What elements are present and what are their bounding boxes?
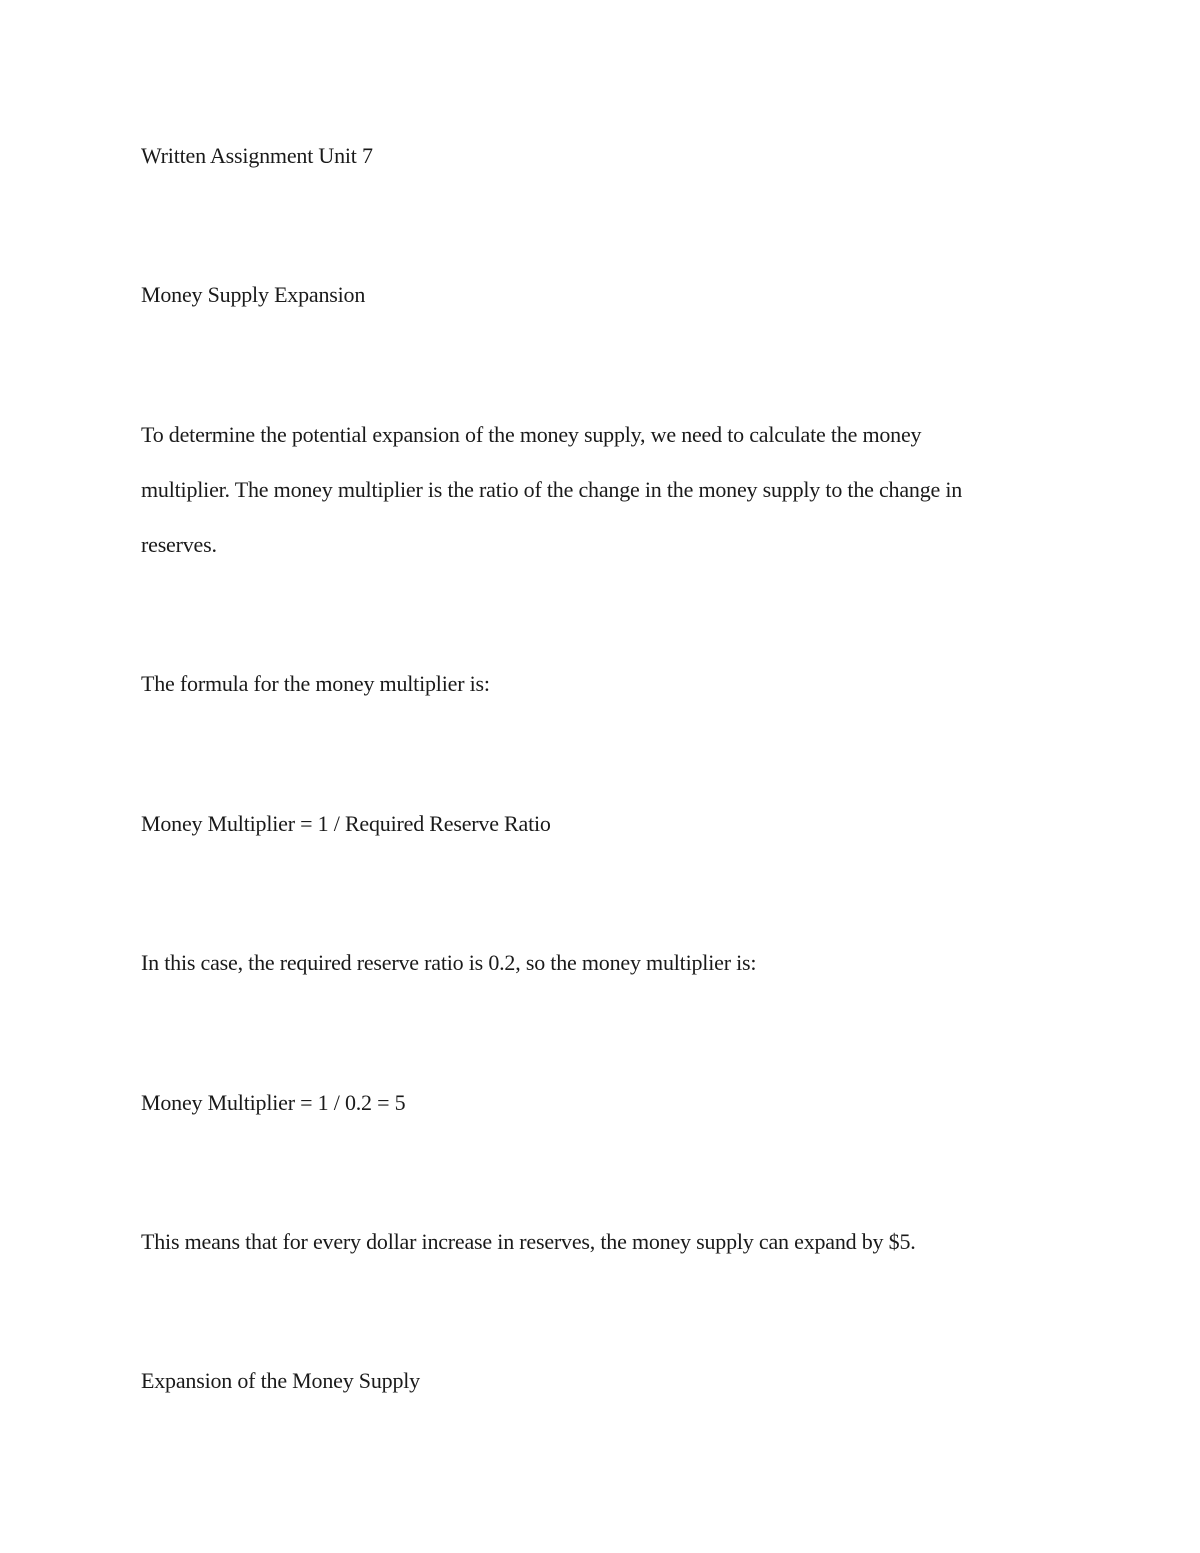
paragraph-line: multiplier. The money multiplier is the ratio of the change in the money supply to the change in (141, 477, 963, 502)
formula-general: Money Multiplier = 1 / Required Reserve Ratio (141, 811, 551, 836)
paragraph-meaning: This means that for every dollar increase in reserves, the money supply can expand by $5. (141, 1229, 916, 1254)
formula-computed: Money Multiplier = 1 / 0.2 = 5 (141, 1090, 406, 1115)
subheading: Expansion of the Money Supply (141, 1368, 420, 1393)
paragraph-line: reserves. (141, 532, 217, 557)
document-title: Written Assignment Unit 7 (141, 143, 373, 168)
paragraph-line: To determine the potential expansion of the money supply, we need to calculate the money (141, 422, 922, 447)
paragraph-case: In this case, the required reserve ratio is 0.2, so the money multiplier is: (141, 950, 757, 975)
paragraph-formula-intro: The formula for the money multiplier is: (141, 671, 490, 696)
section-heading: Money Supply Expansion (141, 282, 366, 307)
